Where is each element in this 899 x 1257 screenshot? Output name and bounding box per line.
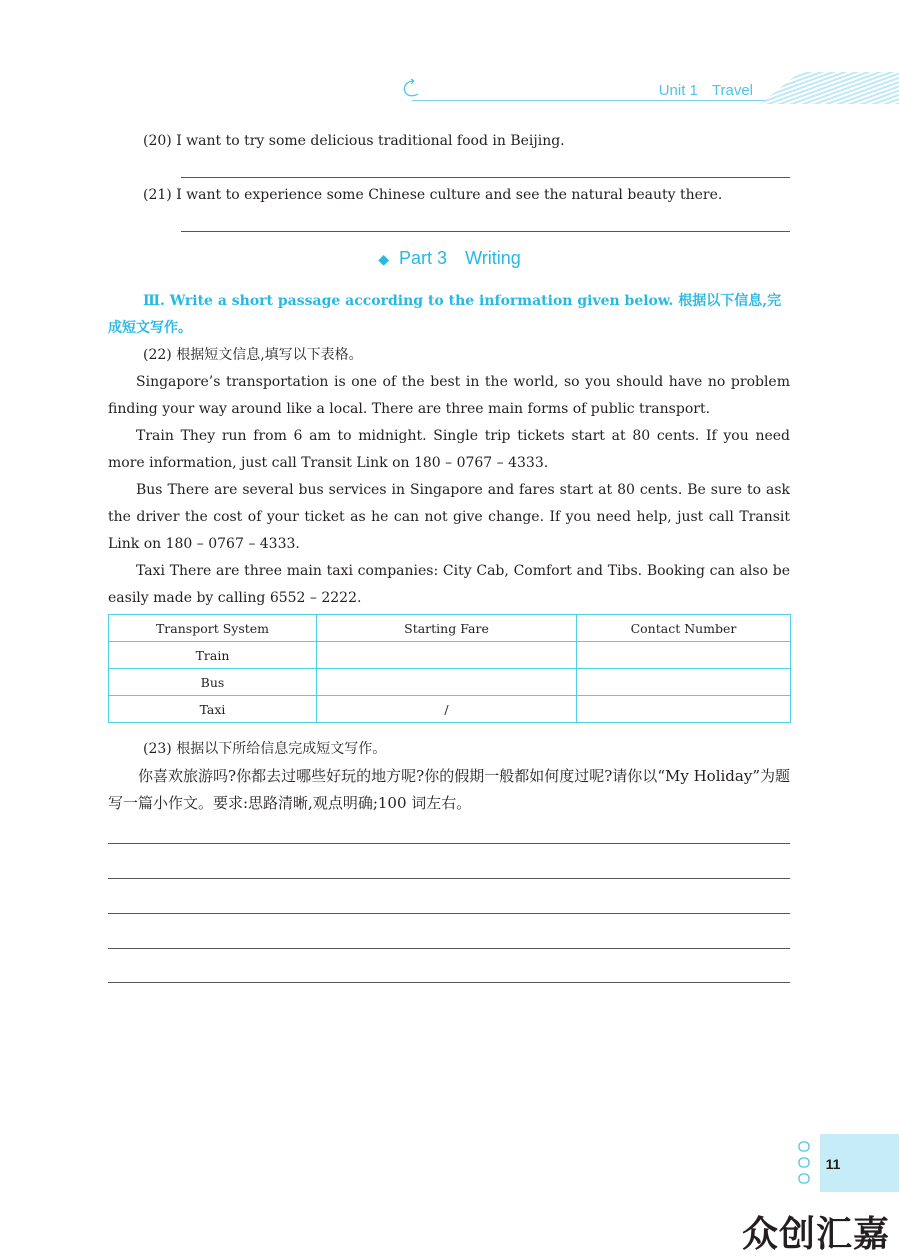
cell-fare[interactable] xyxy=(317,642,577,669)
cell-system: Bus xyxy=(109,669,317,696)
header-unit: Unit 1 xyxy=(658,82,698,99)
cell-fare: / xyxy=(317,696,577,723)
col-contact-number: Contact Number xyxy=(577,615,791,642)
cell-contact[interactable] xyxy=(577,696,791,723)
col-starting-fare: Starting Fare xyxy=(317,615,577,642)
cell-contact[interactable] xyxy=(577,669,791,696)
table-row xyxy=(109,669,791,696)
cell-fare[interactable] xyxy=(317,669,577,696)
table-row xyxy=(109,696,791,723)
q23-prompt: (23) 根据以下所给信息完成短文写作。 xyxy=(143,741,387,757)
part-name: Writing xyxy=(465,248,521,268)
page-dots-icon xyxy=(796,1140,812,1186)
running-header xyxy=(659,82,753,99)
col-transport-system: Transport System xyxy=(109,615,317,642)
table-row xyxy=(109,642,791,669)
writing-line[interactable] xyxy=(108,948,790,949)
header-topic: Travel xyxy=(711,82,753,99)
diamond-icon: ◆ xyxy=(378,251,390,267)
writing-line[interactable] xyxy=(108,878,790,879)
watermark-logo: 众创汇嘉 xyxy=(742,1214,891,1255)
part-title xyxy=(0,248,899,269)
part-label: Part 3 xyxy=(399,248,448,268)
cell-system: Taxi xyxy=(109,696,317,723)
writing-line[interactable] xyxy=(108,982,790,983)
q23-passage xyxy=(108,763,790,817)
writing-line[interactable] xyxy=(108,843,790,844)
q23-body: 你喜欢旅游吗?你都去过哪些好玩的地方呢?你的假期一般都如何度过呢?请你以“My Holiday”为题写一篇小作文。要求:思路清晰,观点明确;100 词左右。 xyxy=(108,767,790,812)
passage-bus: Bus There are several bus services in Singapore and fares start at 80 cents. Be sure to ask the driver the cost of your ticket as he can not give change. If you need help, just call Transit Link on 180 – 0767 – 4333. xyxy=(108,482,790,552)
swirl-icon xyxy=(400,78,422,100)
cell-contact[interactable] xyxy=(577,642,791,669)
passage-train: Train They run from 6 am to midnight. Single trip tickets start at 80 cents. If you need more information, just call Transit Link on 180 – 0767 – 4333. xyxy=(108,428,790,471)
item-21: (21) I want to experience some Chinese culture and see the natural beauty there. xyxy=(143,187,723,203)
table-header-row xyxy=(109,615,791,642)
cell-system: Train xyxy=(109,642,317,669)
item-20: (20) I want to try some delicious traditional food in Beijing. xyxy=(143,133,565,149)
answer-line-20[interactable] xyxy=(181,177,790,178)
header-stripes xyxy=(760,72,899,104)
page-number: 11 xyxy=(825,1156,841,1172)
passage-taxi: Taxi There are three main taxi companies: City Cab, Comfort and Tibs. Booking can also be easily made by calling 6552 – 2222. xyxy=(108,563,790,606)
q22-prompt: (22) 根据短文信息,填写以下表格。 xyxy=(143,347,363,363)
header-rule xyxy=(412,100,772,101)
writing-line[interactable] xyxy=(108,913,790,914)
transport-table xyxy=(108,614,791,723)
q22-passage xyxy=(108,369,790,612)
instruction-line-1: Ⅲ. Write a short passage according to the information given below. 根据以下信息,完 xyxy=(143,293,782,309)
passage-intro: Singapore’s transportation is one of the best in the world, so you should have no problem finding your way around like a local. There are three main forms of public transport. xyxy=(108,374,790,417)
instruction-line-2: 成短文写作。 xyxy=(108,320,192,336)
answer-line-21[interactable] xyxy=(181,231,790,232)
